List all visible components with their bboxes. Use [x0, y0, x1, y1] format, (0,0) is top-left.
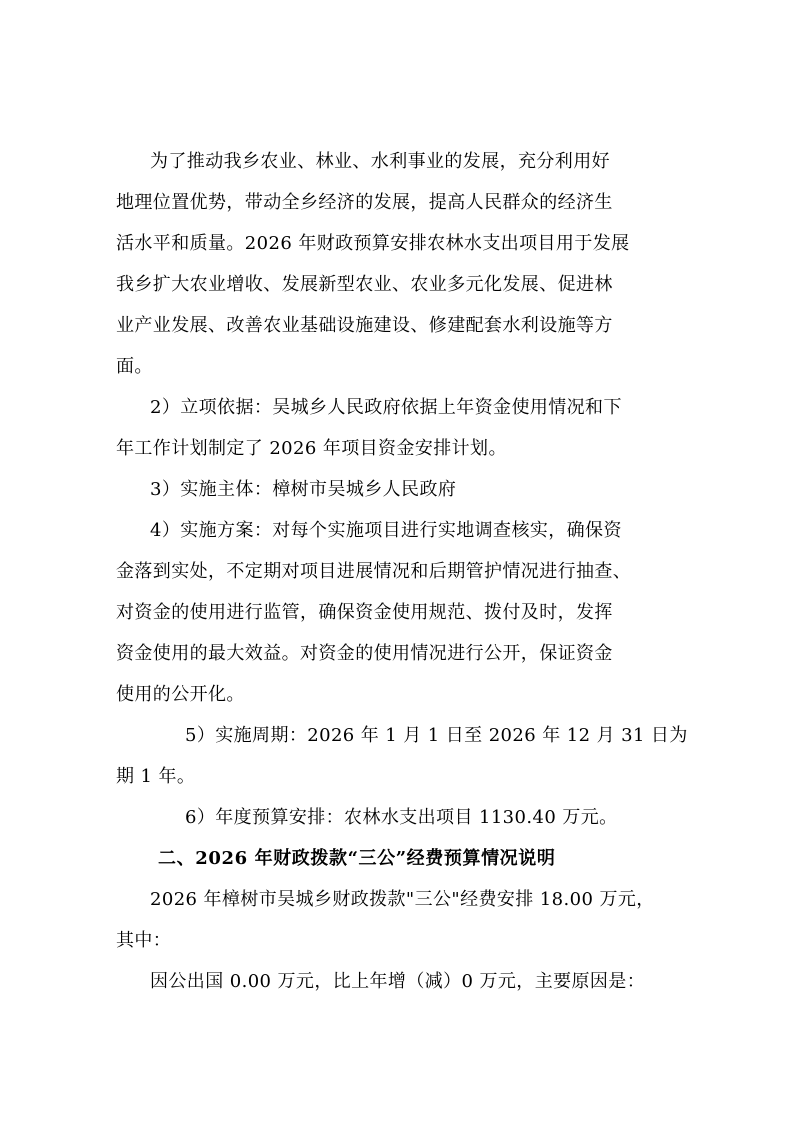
body-text-line: 为了推动我乡农业、林业、水利事业的发展，充分利用好: [150, 151, 610, 172]
implementation-plan-line: 使用的公开化。: [116, 684, 245, 705]
implementation-period-line: 期 1 年。: [116, 766, 196, 787]
implementer-line: 3）实施主体：樟树市吴城乡人民政府: [150, 479, 457, 500]
body-text-line: 活水平和质量。2026 年财政预算安排农林水支出项目用于发展: [116, 233, 630, 254]
body-text-line: 我乡扩大农业增收、发展新型农业、农业多元化发展、促进林: [116, 274, 613, 295]
three-public-expenses-line: 其中：: [116, 930, 172, 951]
implementation-plan-line: 资金使用的最大效益。对资金的使用情况进行公开，保证资金: [116, 643, 613, 664]
implementation-plan-line: 金落到实处，不定期对项目进展情况和后期管护情况进行抽查、: [116, 561, 632, 582]
implementation-plan-line: 4）实施方案：对每个实施项目进行实地调查核实，确保资: [150, 520, 622, 541]
three-public-expenses-line: 2026 年樟树市吴城乡财政拨款"三公"经费安排 18.00 万元，: [150, 889, 655, 910]
body-text-line: 业产业发展、改善农业基础设施建设、修建配套水利设施等方: [116, 315, 613, 336]
project-basis-line: 年工作计划制定了 2026 年项目资金安排计划。: [116, 438, 507, 459]
annual-budget-line: 6）年度预算安排：农林水支出项目 1130.40 万元。: [185, 807, 618, 828]
body-text-line: 地理位置优势，带动全乡经济的发展，提高人民群众的经济生: [116, 192, 613, 213]
project-basis-line: 2）立项依据：吴城乡人民政府依据上年资金使用情况和下: [150, 397, 622, 418]
implementation-period-line: 5）实施周期：2026 年 1 月 1 日至 2026 年 12 月 31 日为: [185, 725, 688, 746]
body-text-line: 面。: [116, 356, 153, 377]
section-heading: 二、2026 年财政拨款“三公”经费预算情况说明: [158, 848, 556, 869]
overseas-travel-line: 因公出国 0.00 万元，比上年增（减）0 万元，主要原因是：: [150, 971, 646, 992]
implementation-plan-line: 对资金的使用进行监管，确保资金使用规范、拨付及时，发挥: [116, 602, 613, 623]
